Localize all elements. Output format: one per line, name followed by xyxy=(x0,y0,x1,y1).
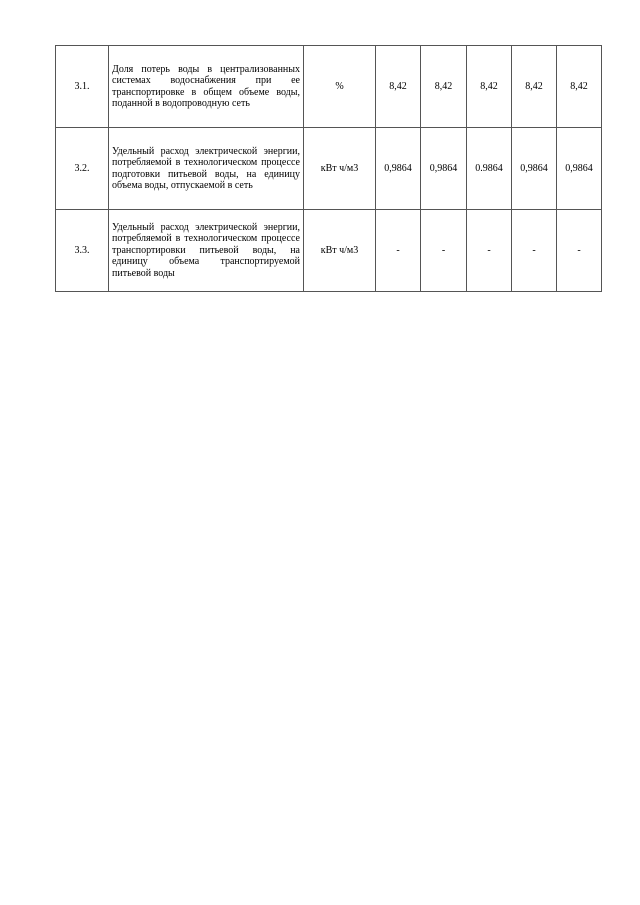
row-value: 8,42 xyxy=(512,46,557,128)
row-description: Удельный расход электрической энергии, потребляемой в технологическом процессе подготовки питьевой воды, на единицу объема воды, отпускаемой в сеть xyxy=(109,128,304,210)
row-number: 3.1. xyxy=(56,46,109,128)
row-value: 8,42 xyxy=(557,46,602,128)
row-description: Доля потерь воды в централизованных системах водоснабжения при ее транспортировке в общем объеме воды, поданной в водопроводную сеть xyxy=(109,46,304,128)
row-unit: кВт ч/м3 xyxy=(304,210,376,292)
row-value: - xyxy=(421,210,467,292)
row-value: - xyxy=(467,210,512,292)
table-row xyxy=(56,128,602,210)
row-value: 8,42 xyxy=(421,46,467,128)
row-value: 0,9864 xyxy=(376,128,421,210)
row-value: 8,42 xyxy=(467,46,512,128)
table-row xyxy=(56,210,602,292)
row-value: - xyxy=(512,210,557,292)
indicators-table xyxy=(55,45,602,292)
row-value: - xyxy=(557,210,602,292)
row-number: 3.2. xyxy=(56,128,109,210)
row-value: 0,9864 xyxy=(512,128,557,210)
row-description: Удельный расход электрической энергии, потребляемой в технологическом процессе транспортировки питьевой воды, на единицу объема транспортируемой питьевой воды xyxy=(109,210,304,292)
row-value: 0,9864 xyxy=(421,128,467,210)
row-value: 0.9864 xyxy=(467,128,512,210)
row-value: 8,42 xyxy=(376,46,421,128)
row-value: 0,9864 xyxy=(557,128,602,210)
row-unit: кВт ч/м3 xyxy=(304,128,376,210)
row-number: 3.3. xyxy=(56,210,109,292)
row-unit: % xyxy=(304,46,376,128)
table-row xyxy=(56,46,602,128)
row-value: - xyxy=(376,210,421,292)
